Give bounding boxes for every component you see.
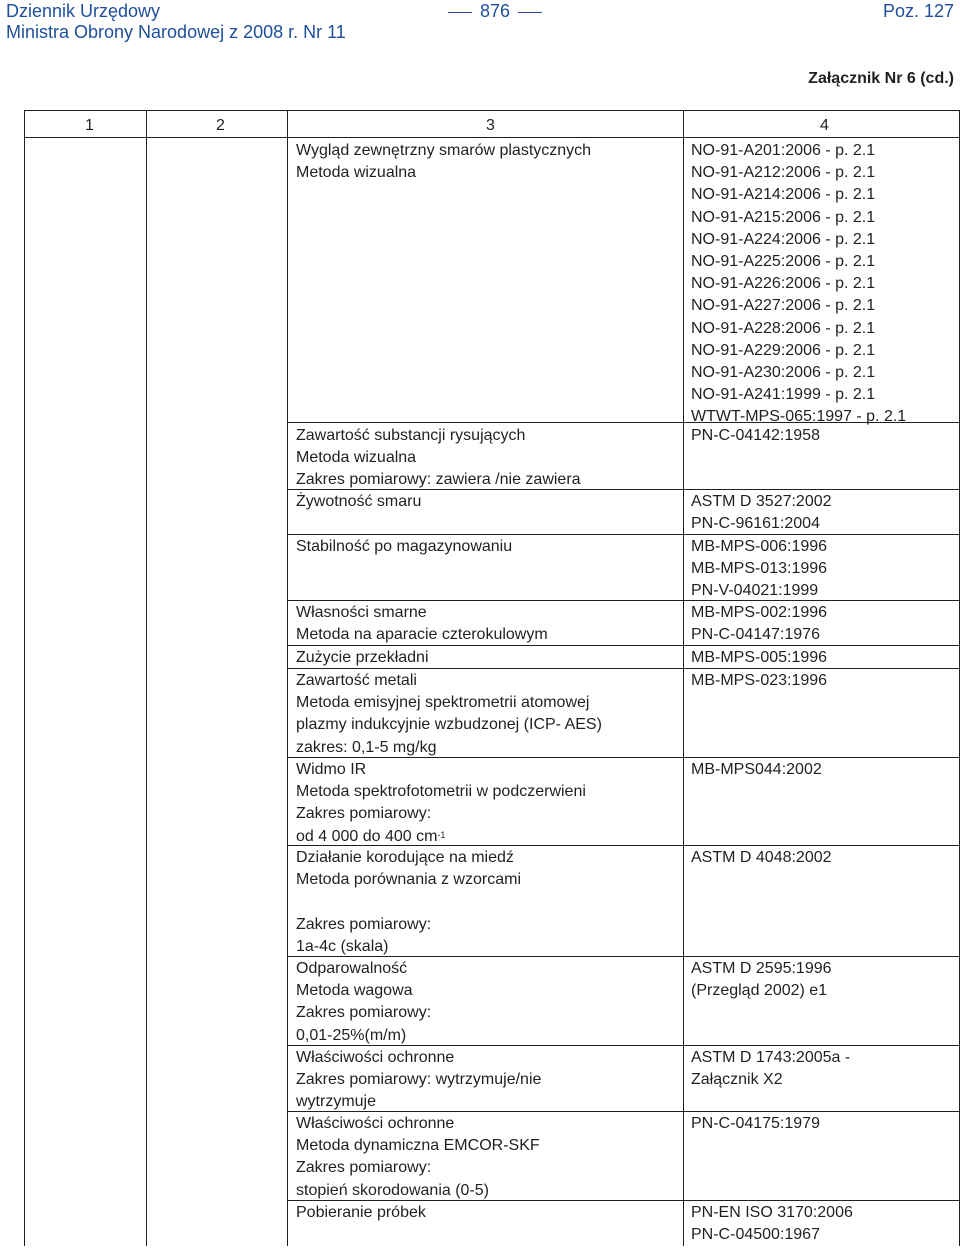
test-method-text: Metoda porównania z wzorcami	[296, 871, 521, 889]
standard-reference: MB-MPS-002:1996	[691, 604, 828, 621]
test-method-text: 1a-4c (skala)	[296, 937, 389, 955]
test-method-text: Zakres pomiarowy:	[296, 805, 432, 823]
standard-reference: NO-91-A227:2006 - p. 2.1	[691, 297, 876, 315]
test-method-text: Zawartość metali	[296, 672, 417, 689]
standard-reference: MB-MPS-023:1996	[691, 672, 828, 689]
test-method-text: Metoda na aparacie czterokulowym	[296, 626, 548, 644]
test-method-text: Żywotność smaru	[296, 493, 422, 510]
column-divider	[683, 110, 684, 1246]
column-divider	[287, 110, 288, 1246]
table-top-border	[24, 110, 960, 111]
row-divider	[287, 600, 960, 601]
test-method-text: wytrzymuje	[296, 1093, 377, 1111]
test-method-text: plazmy indukcyjnie wzbudzonej (ICP- AES)	[296, 716, 602, 734]
standard-reference: NO-91-A225:2006 - p. 2.1	[691, 253, 876, 270]
standard-reference: NO-91-A229:2006 - p. 2.1	[691, 341, 876, 359]
test-method-text: Pobieranie próbek	[296, 1204, 426, 1221]
standard-reference: WTWT-MPS-065:1997 - p. 2.1	[691, 408, 907, 426]
standard-reference: NO-91-A226:2006 - p. 2.1	[691, 275, 876, 293]
row-divider	[287, 534, 960, 535]
test-method-text: Metoda wagowa	[296, 982, 413, 1000]
test-method-text: Wygląd zewnętrzny smarów plastycznych	[296, 142, 592, 159]
row-divider	[287, 1111, 960, 1112]
standard-reference: PN-V-04021:1999	[691, 582, 819, 600]
journal-title: Dziennik Urzędowy	[6, 1, 161, 21]
standard-reference: NO-91-A224:2006 - p. 2.1	[691, 230, 876, 248]
column-header: 2	[216, 117, 225, 134]
standard-reference: MB-MPS-006:1996	[691, 538, 828, 555]
standard-reference: (Przegląd 2002) e1	[691, 982, 828, 1000]
test-method-text: Zawartość substancji rysujących	[296, 427, 526, 444]
test-method-text: Własności smarne	[296, 604, 427, 621]
standard-reference: NO-91-A215:2006 - p. 2.1	[691, 208, 876, 226]
standard-reference: ASTM D 2595:1996	[691, 960, 832, 977]
unit-superscript: -1	[437, 829, 446, 840]
page-number	[440, 1, 550, 21]
test-method-text: Właściwości ochronne	[296, 1049, 455, 1066]
test-method-text: Metoda spektrofotometrii w podczerwieni	[296, 783, 586, 801]
annex-label: Załącznik Nr 6 (cd.)	[808, 70, 954, 87]
test-method-text: Widmo IR	[296, 761, 367, 778]
standard-reference: NO-91-A228:2006 - p. 2.1	[691, 319, 876, 337]
test-method-text: Stabilność po magazynowaniu	[296, 538, 513, 555]
standard-reference: PN-C-04142:1958	[691, 427, 820, 444]
standard-reference: PN-EN ISO 3170:2006	[691, 1204, 853, 1221]
table-left-border	[24, 110, 25, 1246]
position-label: Poz. 127	[882, 1, 954, 21]
test-method-text: stopień skorodowania (0-5)	[296, 1181, 489, 1199]
test-method-text: zakres: 0,1-5 mg/kg	[296, 738, 437, 756]
standard-reference: NO-91-A214:2006 - p. 2.1	[691, 186, 876, 204]
standard-reference: NO-91-A241:1999 - p. 2.1	[691, 386, 876, 404]
column-header: 1	[85, 117, 94, 134]
test-method-text: Działanie korodujące na miedź	[296, 849, 514, 866]
test-method-text: Zakres pomiarowy:	[296, 1004, 432, 1022]
standard-reference: PN-C-04175:1979	[691, 1115, 820, 1132]
standard-reference: MB-MPS-013:1996	[691, 560, 828, 578]
table-header-border	[24, 137, 960, 138]
test-method-text: od 4 000 do 400 $cm^{-1}$	[296, 827, 446, 845]
test-method-text: Zakres pomiarowy:	[296, 915, 432, 933]
standard-reference: ASTM D 4048:2002	[691, 849, 832, 866]
standard-reference: ASTM D 3527:2002	[691, 493, 832, 510]
test-method-text: 0,01-25%(m/m)	[296, 1026, 407, 1044]
standard-reference: MB-MPS044:2002	[691, 761, 822, 778]
test-method-text: Zużycie przekładni	[296, 649, 429, 666]
standard-reference: NO-91-A212:2006 - p. 2.1	[691, 164, 876, 182]
test-method-text: Metoda dynamiczna EMCOR-SKF	[296, 1137, 540, 1155]
standard-reference: NO-91-A201:2006 - p. 2.1	[691, 142, 876, 159]
column-header: 3	[486, 117, 495, 134]
test-method-text: Metoda emisyjnej spektrometrii atomowej	[296, 694, 590, 712]
test-method-text: Zakres pomiarowy:	[296, 1159, 432, 1177]
column-divider	[146, 110, 147, 1246]
standard-reference: PN-C-04147:1976	[691, 626, 820, 644]
test-method-text: Metoda wizualna	[296, 449, 417, 467]
column-header: 4	[820, 117, 829, 134]
standard-reference: MB-MPS-005:1996	[691, 649, 828, 666]
standard-reference: PN-C-04500:1967	[691, 1226, 820, 1244]
standard-reference: ASTM D 1743:2005a -	[691, 1049, 851, 1066]
standard-reference: PN-C-96161:2004	[691, 515, 820, 533]
test-method-text: Zakres pomiarowy: zawiera /nie zawiera	[296, 471, 581, 489]
test-method-text: Metoda wizualna	[296, 164, 417, 182]
ministry-title: Ministra Obrony Narodowej z 2008 r. Nr 11	[6, 22, 346, 42]
test-method-text: Właściwości ochronne	[296, 1115, 455, 1132]
test-method-text: Odparowalność	[296, 960, 408, 977]
standard-reference: NO-91-A230:2006 - p. 2.1	[691, 364, 876, 381]
standard-reference: Załącznik X2	[691, 1071, 783, 1089]
page-number-text: 876	[480, 1, 511, 21]
test-method-text: Zakres pomiarowy: wytrzymuje/nie	[296, 1071, 542, 1089]
